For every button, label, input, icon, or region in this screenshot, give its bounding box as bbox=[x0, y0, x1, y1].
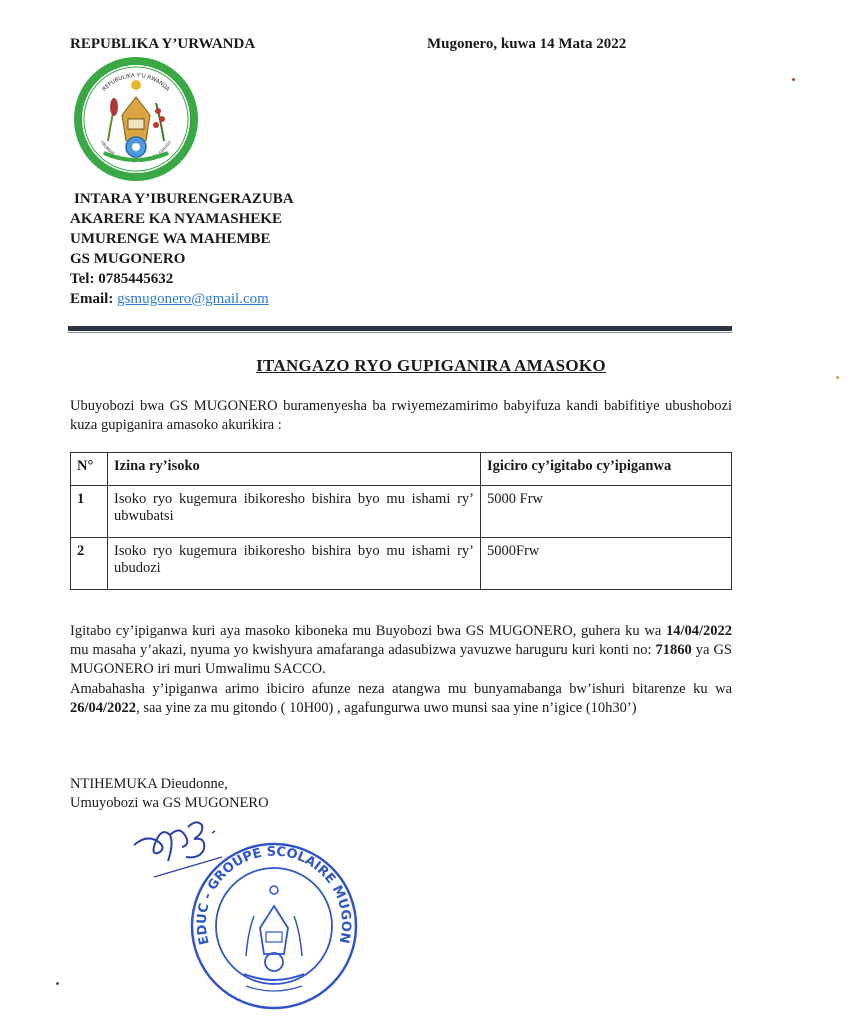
school-name: GS MUGONERO bbox=[70, 251, 186, 267]
sector: UMURENGE WA MAHEMBE bbox=[70, 231, 271, 247]
coat-of-arms-logo bbox=[72, 55, 200, 183]
header-divider-thin bbox=[68, 332, 732, 333]
svg-text:MINEDUC - GROUPE SCOLAIRE MUGO: EDUC - GROUPE SCOLAIRE MUGON bbox=[194, 844, 354, 947]
col-number-header: N° bbox=[71, 453, 108, 486]
office-address-block bbox=[70, 189, 294, 309]
row-number: 2 bbox=[71, 538, 108, 590]
svg-text:REPUBULIKA Y'U RWANDA: REPUBULIKA Y'U RWANDA bbox=[101, 72, 171, 93]
email-link[interactable]: gsmugonero@gmail.com bbox=[117, 291, 269, 307]
account-number: 71860 bbox=[655, 642, 692, 658]
table-header-row bbox=[71, 453, 732, 486]
deadline-date: 26/04/2022 bbox=[70, 700, 137, 716]
district: AKARERE KA NYAMASHEKE bbox=[70, 211, 282, 227]
intro-paragraph: Ubuyobozi bwa GS MUGONERO buramenyesha ba rwiyemezamirimo babyifuza kandi babifitiye ubushobozi kuza gupiganira amasoko akurikira : bbox=[70, 398, 732, 433]
telephone-number: 0785445632 bbox=[98, 271, 174, 287]
col-price-header: Igiciro cy’igitabo cy’ipiganwa bbox=[481, 453, 732, 486]
submission-paragraph: Amabahasha y’ipiganwa arimo ibiciro afunze neza atangwa mu bunyamabanga bw’ishuri bitarenze ku wa 26/04/2022, saa yine za mu gitondo ( 10H00) , agafungurwa uwo munsi saa yine n’igice (10h30’) bbox=[70, 681, 732, 716]
availability-date: 14/04/2022 bbox=[665, 623, 732, 639]
province: INTARA Y’IBURENGERAZUBA bbox=[74, 191, 294, 207]
signatory-role: Umuyobozi wa GS MUGONERO bbox=[70, 795, 269, 811]
place-date: Mugonero, kuwa 14 Mata 2022 bbox=[427, 36, 627, 52]
tender-table bbox=[70, 452, 732, 590]
official-stamp bbox=[186, 836, 362, 1012]
row-price: 5000 Frw bbox=[481, 486, 732, 538]
row-tender-name: Isoko ryo kugemura ibikoresho bishira byo mu ishami ry’ ubwubatsi bbox=[108, 486, 481, 538]
row-tender-name: Isoko ryo kugemura ibikoresho bishira byo mu ishami ry’ ubudozi bbox=[108, 538, 481, 590]
row-number: 1 bbox=[71, 486, 108, 538]
scan-speck bbox=[792, 78, 795, 81]
availability-paragraph: Igitabo cy’ipiganwa kuri aya masoko kiboneka mu Buyobozi bwa GS MUGONERO, guhera ku wa 14/04/2022 mu masaha y’akazi, nyuma yo kwishyura amafaranga adasubizwa yavuzwe haruguru kuri konti no: 71860 ya GS MUGONERO iri muri Umwalimu SACCO. bbox=[70, 623, 732, 677]
telephone: Tel: 0785445632 bbox=[70, 271, 174, 287]
table-row bbox=[71, 538, 732, 590]
scan-speck bbox=[56, 982, 59, 985]
svg-text:UBUMWE - UMURIMO - GUKUNDA IGI: UBUMWE - UMURIMO - GUKUNDA IGIHUGU bbox=[99, 139, 173, 164]
header-divider bbox=[68, 326, 732, 331]
table-row bbox=[71, 486, 732, 538]
country-heading: REPUBLIKA Y’URWANDA bbox=[70, 36, 256, 52]
row-price: 5000Frw bbox=[481, 538, 732, 590]
email: Email: gsmugonero@gmail.com bbox=[70, 291, 269, 307]
signatory-name: NTIHEMUKA Dieudonne, bbox=[70, 776, 228, 792]
notice-title: ITANGAZO RYO GUPIGANIRA AMASOKO bbox=[256, 356, 606, 375]
col-name-header: Izina ry’isoko bbox=[108, 453, 481, 486]
scan-speck bbox=[836, 376, 839, 379]
